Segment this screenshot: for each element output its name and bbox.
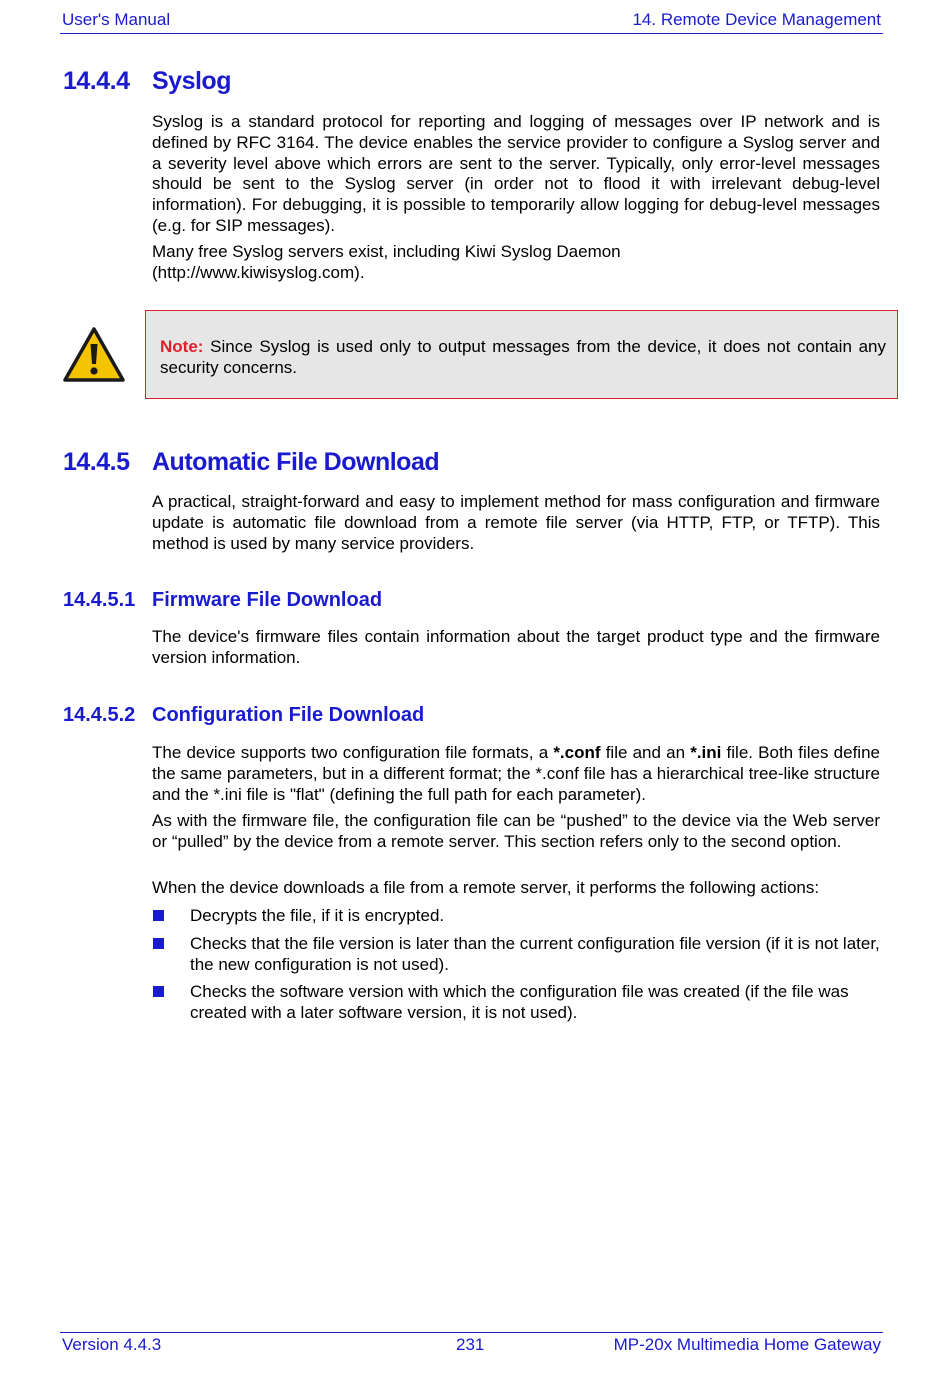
note-label: Note: [160,337,204,356]
list-item-text: Checks the software version with which the configuration file was created (if the file was created with a later software version, it is not used). [190,982,849,1023]
bullet-square-icon [153,910,164,921]
header-divider [60,33,883,34]
footer-divider [60,1332,883,1333]
note-text [160,336,886,378]
section-title: Automatic File Download [152,448,440,476]
section-heading-syslog [63,67,231,96]
section-number: 14.4.5 [63,448,130,476]
list-item [152,934,880,976]
list-item [152,906,880,927]
automatic-download-paragraph: A practical, straight-forward and easy to implement method for mass configuration and firmware update is automatic file download from a remote file server (via HTTP, FTP, or TFTP). This method is used by many service providers. [152,492,880,553]
footer-product-name: MP-20x Multimedia Home Gateway [613,1335,881,1354]
section-heading-config-download [63,704,424,727]
section-number: 14.4.4 [63,67,130,95]
section-heading-firmware-download [63,589,382,612]
config-push-pull-paragraph: As with the firmware file, the configuration file can be “pushed” to the device via the Web server or “pulled” by the device from a remote server. This section refers only to the second option. [152,811,880,851]
list-item-text: Checks that the file version is later than the current configuration file version (if it is not later, the new configuration is not used). [190,933,880,974]
section-number: 14.4.5.2 [63,704,136,726]
syslog-servers-line2: (http://www.kiwisyslog.com). [152,262,365,282]
config-actions-list [152,906,880,1031]
conf-extension: *.conf [553,743,601,762]
syslog-servers-line1: Many free Syslog servers exist, including Kiwi Syslog Daemon [152,242,621,261]
list-item-text: Decrypts the file, if it is encrypted. [190,906,445,925]
firmware-paragraph: The device's firmware files contain information about the target product type and the firmware version information. [152,627,880,667]
config-text: The device supports two configuration file formats, a [152,743,554,762]
note-box [145,310,898,399]
config-formats-paragraph [152,743,880,805]
section-title: Syslog [152,67,231,95]
footer-version: Version 4.4.3 [62,1335,162,1354]
bullet-square-icon [153,938,164,949]
section-number: 14.4.5.1 [63,589,136,611]
list-item [152,982,880,1024]
config-actions-intro: When the device downloads a file from a remote server, it performs the following actions: [152,878,820,897]
header-manual-title: User's Manual [62,10,171,29]
config-text: file. Both files define the same parameters, but in a different format; the *.conf file has a hierarchical tree-like structure and the *.ini file is "flat" (defining the full path for each parameter). [152,743,880,804]
note-body: Since Syslog is used only to output messages from the device, it does not contain any security concerns. [160,337,886,377]
bullet-square-icon [153,986,164,997]
syslog-servers-paragraph [152,242,880,284]
section-heading-automatic-download [63,448,439,477]
syslog-paragraph: Syslog is a standard protocol for reporting and logging of messages over IP network and is defined by RFC 3164. The device enables the service provider to configure a Syslog server and a severity level above which errors are sent to the server. Typically, only error-level messages should be sent to the Syslog server (in order not to flood it with irrelevant debug-level information). For debugging, it is possible to temporarily allow logging for debug-level messages (e.g. for SIP messages). [152,112,880,235]
warning-icon [62,326,126,384]
ini-extension: *.ini [690,743,722,762]
header-chapter-title: 14. Remote Device Management [632,10,881,29]
footer-page-number: 231 [456,1335,485,1354]
section-title: Firmware File Download [152,589,383,611]
section-title: Configuration File Download [152,704,425,726]
config-text: file and an [600,743,691,762]
